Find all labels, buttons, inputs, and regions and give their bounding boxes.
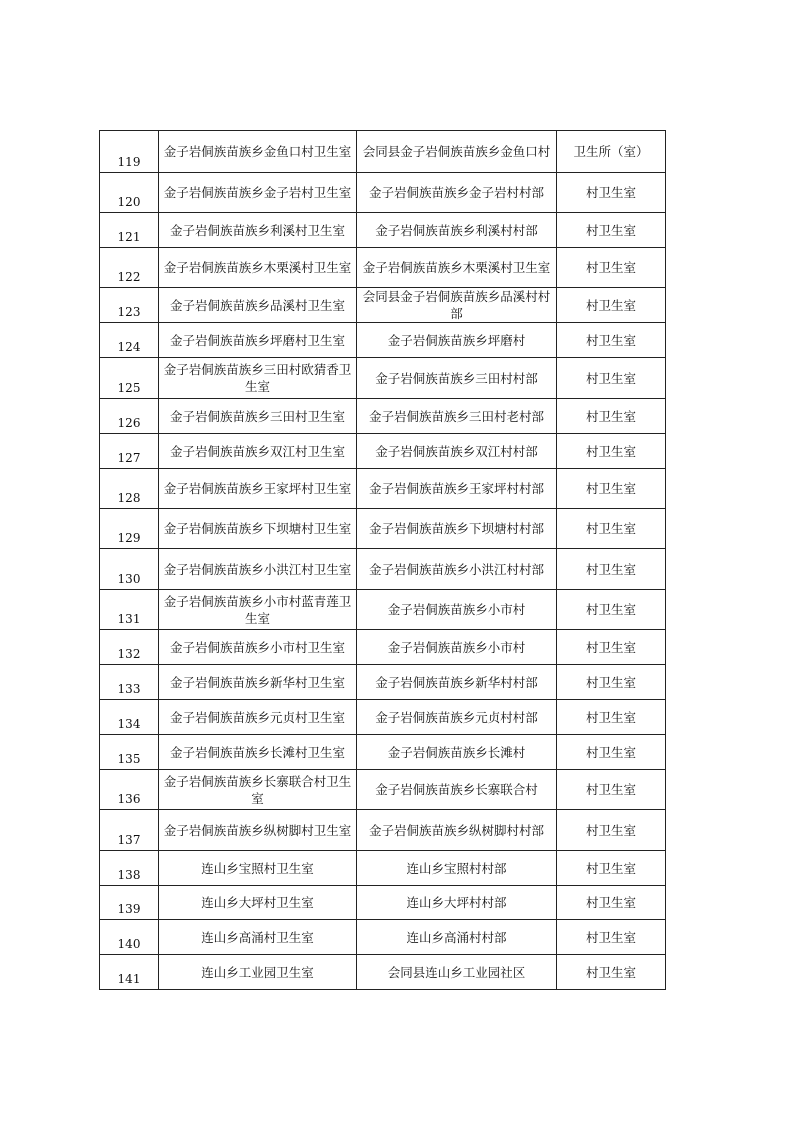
facility-type-cell: 村卫生室: [557, 590, 666, 630]
row-number-cell: 127: [100, 434, 159, 469]
address-cell: 金子岩侗族苗族乡元贞村村部: [357, 700, 557, 735]
facility-name-cell: 连山乡大坪村卫生室: [159, 886, 357, 920]
table-row: [100, 509, 666, 549]
facility-type-cell: 村卫生室: [557, 665, 666, 700]
facility-type-cell: 村卫生室: [557, 399, 666, 434]
address-cell: 金子岩侗族苗族乡新华村村部: [357, 665, 557, 700]
facility-type-cell: 村卫生室: [557, 434, 666, 469]
facility-type-cell: 村卫生室: [557, 549, 666, 590]
facility-name-cell: 金子岩侗族苗族乡新华村卫生室: [159, 665, 357, 700]
facility-name-cell: 连山乡高涌村卫生室: [159, 920, 357, 955]
facility-name-cell: 金子岩侗族苗族乡长滩村卫生室: [159, 735, 357, 770]
facility-name-cell: 金子岩侗族苗族乡小市村卫生室: [159, 630, 357, 665]
address-cell: 金子岩侗族苗族乡小市村: [357, 630, 557, 665]
table-row: [100, 288, 666, 323]
facility-name-cell: 金子岩侗族苗族乡小市村蓝青莲卫生室: [159, 590, 357, 630]
facility-type-cell: 村卫生室: [557, 358, 666, 399]
table-row: [100, 630, 666, 665]
address-cell: 金子岩侗族苗族乡金子岩村村部: [357, 173, 557, 213]
facility-name-cell: 金子岩侗族苗族乡小洪江村卫生室: [159, 549, 357, 590]
row-number-cell: 125: [100, 358, 159, 399]
facility-type-cell: 卫生所（室）: [557, 131, 666, 173]
facility-type-cell: 村卫生室: [557, 630, 666, 665]
facility-type-cell: 村卫生室: [557, 213, 666, 248]
row-number-cell: 134: [100, 700, 159, 735]
facility-type-cell: 村卫生室: [557, 851, 666, 886]
table-body: [100, 131, 666, 990]
address-cell: 连山乡大坪村村部: [357, 886, 557, 920]
address-cell: 金子岩侗族苗族乡木栗溪村卫生室: [357, 248, 557, 288]
row-number-cell: 141: [100, 955, 159, 990]
row-number-cell: 129: [100, 509, 159, 549]
table-row: [100, 434, 666, 469]
row-number-cell: 122: [100, 248, 159, 288]
table-row: [100, 851, 666, 886]
facility-type-cell: 村卫生室: [557, 700, 666, 735]
facility-type-cell: 村卫生室: [557, 920, 666, 955]
table-row: [100, 810, 666, 851]
table-row: [100, 323, 666, 358]
row-number-cell: 119: [100, 131, 159, 173]
address-cell: 金子岩侗族苗族乡长滩村: [357, 735, 557, 770]
address-cell: 金子岩侗族苗族乡三田村老村部: [357, 399, 557, 434]
facility-type-cell: 村卫生室: [557, 248, 666, 288]
facility-name-cell: 金子岩侗族苗族乡三田村欧猜香卫生室: [159, 358, 357, 399]
table-row: [100, 469, 666, 509]
facility-type-cell: 村卫生室: [557, 810, 666, 851]
facility-name-cell: 金子岩侗族苗族乡金鱼口村卫生室: [159, 131, 357, 173]
facility-name-cell: 金子岩侗族苗族乡三田村卫生室: [159, 399, 357, 434]
address-cell: 金子岩侗族苗族乡下坝塘村村部: [357, 509, 557, 549]
facility-name-cell: 金子岩侗族苗族乡金子岩村卫生室: [159, 173, 357, 213]
address-cell: 金子岩侗族苗族乡小市村: [357, 590, 557, 630]
table-row: [100, 920, 666, 955]
row-number-cell: 136: [100, 770, 159, 810]
facility-type-cell: 村卫生室: [557, 770, 666, 810]
row-number-cell: 140: [100, 920, 159, 955]
facility-name-cell: 金子岩侗族苗族乡纵树脚村卫生室: [159, 810, 357, 851]
row-number-cell: 133: [100, 665, 159, 700]
facility-name-cell: 连山乡宝照村卫生室: [159, 851, 357, 886]
row-number-cell: 121: [100, 213, 159, 248]
table-row: [100, 213, 666, 248]
row-number-cell: 138: [100, 851, 159, 886]
table-row: [100, 665, 666, 700]
table-row: [100, 248, 666, 288]
facility-table: [99, 130, 666, 990]
facility-type-cell: 村卫生室: [557, 173, 666, 213]
table-row: [100, 399, 666, 434]
address-cell: 金子岩侗族苗族乡王家坪村村部: [357, 469, 557, 509]
row-number-cell: 135: [100, 735, 159, 770]
row-number-cell: 128: [100, 469, 159, 509]
facility-type-cell: 村卫生室: [557, 886, 666, 920]
table-row: [100, 131, 666, 173]
address-cell: 金子岩侗族苗族乡双江村村部: [357, 434, 557, 469]
facility-name-cell: 金子岩侗族苗族乡利溪村卫生室: [159, 213, 357, 248]
facility-type-cell: 村卫生室: [557, 735, 666, 770]
facility-type-cell: 村卫生室: [557, 323, 666, 358]
address-cell: 金子岩侗族苗族乡小洪江村村部: [357, 549, 557, 590]
row-number-cell: 126: [100, 399, 159, 434]
facility-name-cell: 金子岩侗族苗族乡品溪村卫生室: [159, 288, 357, 323]
address-cell: 连山乡高涌村村部: [357, 920, 557, 955]
row-number-cell: 120: [100, 173, 159, 213]
facility-name-cell: 连山乡工业园卫生室: [159, 955, 357, 990]
row-number-cell: 132: [100, 630, 159, 665]
table-row: [100, 549, 666, 590]
table-row: [100, 770, 666, 810]
address-cell: 金子岩侗族苗族乡利溪村村部: [357, 213, 557, 248]
table-row: [100, 173, 666, 213]
facility-name-cell: 金子岩侗族苗族乡元贞村卫生室: [159, 700, 357, 735]
address-cell: 金子岩侗族苗族乡三田村村部: [357, 358, 557, 399]
row-number-cell: 123: [100, 288, 159, 323]
facility-name-cell: 金子岩侗族苗族乡长寨联合村卫生室: [159, 770, 357, 810]
table-row: [100, 886, 666, 920]
table-row: [100, 735, 666, 770]
address-cell: 金子岩侗族苗族乡纵树脚村村部: [357, 810, 557, 851]
address-cell: 金子岩侗族苗族乡坪磨村: [357, 323, 557, 358]
table-row: [100, 590, 666, 630]
facility-type-cell: 村卫生室: [557, 955, 666, 990]
row-number-cell: 124: [100, 323, 159, 358]
facility-type-cell: 村卫生室: [557, 469, 666, 509]
address-cell: 会同县金子岩侗族苗族乡金鱼口村: [357, 131, 557, 173]
row-number-cell: 137: [100, 810, 159, 851]
address-cell: 连山乡宝照村村部: [357, 851, 557, 886]
table-row: [100, 700, 666, 735]
facility-name-cell: 金子岩侗族苗族乡木栗溪村卫生室: [159, 248, 357, 288]
facility-type-cell: 村卫生室: [557, 288, 666, 323]
table-row: [100, 955, 666, 990]
row-number-cell: 139: [100, 886, 159, 920]
address-cell: 会同县金子岩侗族苗族乡品溪村村部: [357, 288, 557, 323]
table-row: [100, 358, 666, 399]
address-cell: 会同县连山乡工业园社区: [357, 955, 557, 990]
address-cell: 金子岩侗族苗族乡长寨联合村: [357, 770, 557, 810]
row-number-cell: 130: [100, 549, 159, 590]
row-number-cell: 131: [100, 590, 159, 630]
facility-name-cell: 金子岩侗族苗族乡双江村卫生室: [159, 434, 357, 469]
facility-name-cell: 金子岩侗族苗族乡王家坪村卫生室: [159, 469, 357, 509]
facility-name-cell: 金子岩侗族苗族乡下坝塘村卫生室: [159, 509, 357, 549]
facility-name-cell: 金子岩侗族苗族乡坪磨村卫生室: [159, 323, 357, 358]
facility-type-cell: 村卫生室: [557, 509, 666, 549]
